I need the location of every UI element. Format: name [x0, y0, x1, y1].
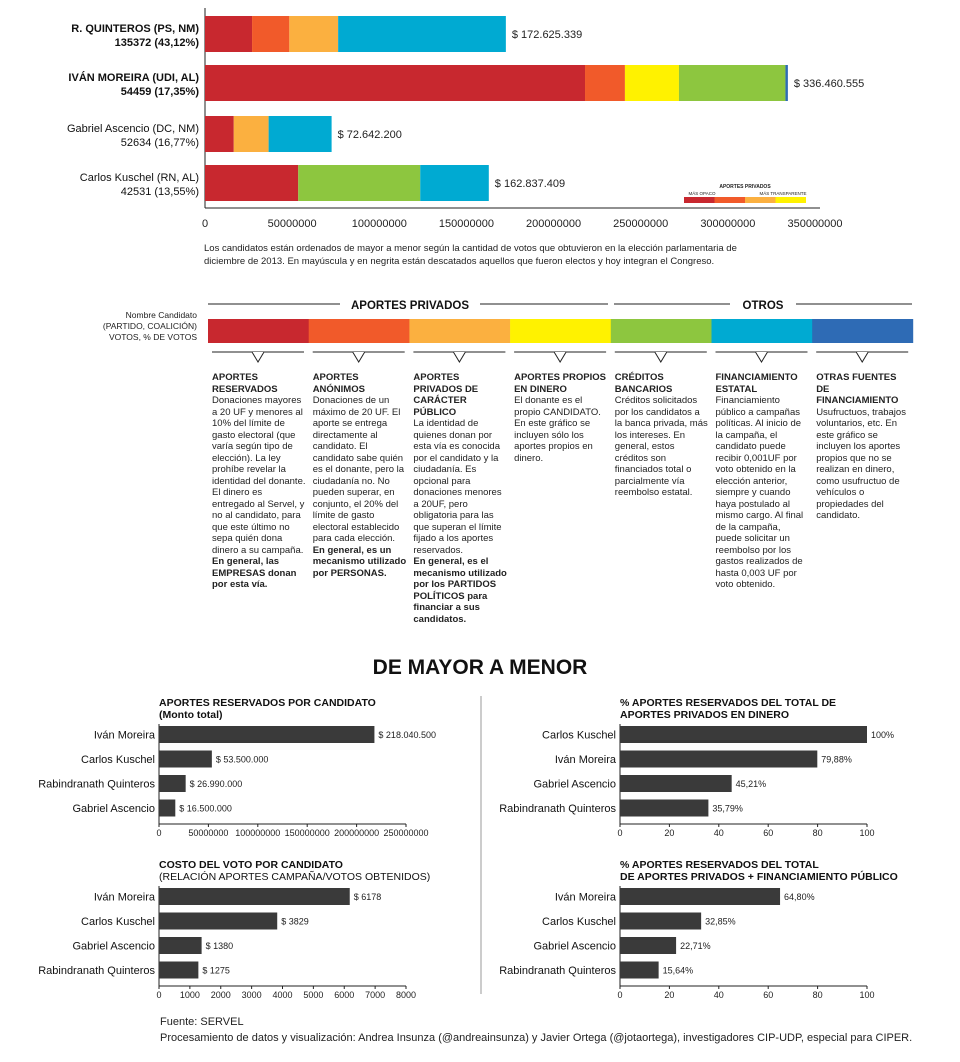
inset-legend-swatch	[684, 197, 715, 203]
segment-reservados	[205, 16, 252, 52]
bar-value-label: $ 1380	[205, 941, 234, 951]
bracket-pointer	[554, 352, 566, 362]
legend-block-caracter_publico	[413, 372, 507, 625]
main-x-tick: 350000000	[787, 218, 843, 230]
bar-value-label: 64,80%	[784, 892, 815, 902]
bracket-pointer	[353, 352, 365, 362]
segment-creditos	[298, 165, 420, 201]
panel-tick-label: 3000	[241, 990, 262, 1000]
bar-category: Iván Moreira	[554, 891, 616, 904]
bar	[620, 962, 659, 979]
bar-value-label: $ 16.500.000	[179, 803, 232, 814]
ranking-charts	[0, 688, 960, 1010]
bar	[620, 726, 867, 743]
candidate-name: Carlos Kuschel (RN, AL)	[79, 172, 199, 184]
segment-reservados	[205, 116, 234, 152]
bar	[159, 937, 202, 954]
panel-tick-label: 80	[812, 828, 823, 838]
inset-legend-left: MÁS OPACO	[688, 191, 716, 196]
panel-tick-label: 0	[156, 990, 162, 1000]
bracket-pointer	[856, 352, 868, 362]
panel-tick-label: 40	[713, 990, 724, 1000]
panel-tick-label: 100	[859, 828, 875, 838]
key-swatch-anonimos	[309, 319, 410, 343]
legend-block-title: CRÉDITOS BANCARIOS	[614, 372, 673, 395]
bar-category: Gabriel Ascencio	[72, 803, 155, 815]
key-label-line: Nombre Candidato	[125, 310, 197, 320]
panel-tick-label: 100000000	[235, 828, 281, 838]
bar	[620, 775, 732, 792]
stacked-funding-chart	[0, 0, 960, 240]
bar-category: Gabriel Ascencio	[72, 940, 155, 953]
bar-category: Rabindranath Quinteros	[499, 803, 616, 815]
key-label-line: VOTOS, % DE VOTOS	[108, 332, 197, 342]
bar	[159, 962, 198, 979]
legend-block-propios	[514, 372, 608, 464]
bar-category: Iván Moreira	[93, 891, 155, 904]
bar	[620, 888, 780, 905]
bar	[159, 913, 277, 930]
panel-title: % APORTES RESERVADOS DEL TOTAL DE	[620, 697, 837, 709]
bar-category: Carlos Kuschel	[542, 916, 616, 928]
bracket-pointer	[252, 352, 264, 362]
segment-anonimos	[252, 16, 289, 52]
inset-legend-swatch	[776, 197, 807, 203]
candidate-votes: 54459 (17,35%)	[120, 86, 199, 98]
segment-anonimos	[585, 65, 625, 101]
bar-value-label: 32,85%	[705, 916, 736, 927]
legend-block-text: Donaciones mayores a 20 UF y menores al 10% del límite de gasto electoral (que varía según tipo de elección). La ley prohíbe revelar la identidad del donante. El dinero es entregado al Servel, y no al candidato, para que este último no sepa quién dona dinero a su campaña.	[212, 395, 306, 556]
bar-category: Gabriel Ascencio	[533, 940, 616, 953]
bar-value-label: 22,71%	[680, 941, 711, 951]
legend-block-text: El donante es el propio CANDIDATO. En este gráfico se incluyen sólo los aportes propios en dinero.	[514, 395, 601, 464]
panel-tick-label: 80	[812, 990, 823, 1000]
main-x-tick: 0	[201, 218, 209, 230]
total-label: $ 72.642.200	[337, 129, 402, 141]
bar	[159, 775, 186, 792]
legend-block-text: Créditos solicitados por los candidatos a la banca privada, más los intereses. En general, estos créditos son financiados total o parcialmente vía reembolso estatal.	[614, 395, 708, 498]
chart-note: Los candidatos están ordenados de mayor a menor según la cantidad de votos que obtuvieron en la elección parlamentaria de diciembre de 2013. En mayúscula y en negrita están descatados aquellos que fueron electos y hoy integran el Congreso.	[204, 243, 737, 267]
legend-block-title: OTRAS FUENTES DE FINANCIAMIENTO	[816, 372, 899, 406]
legend-block-text: Donaciones de un máximo de 20 UF. El aporte se entrega directamente al candidato. El candidato sabe quién es el donante, pero la ciudadanía no. No pueden superar, en conjunto, el 20% del límite de gasto electoral establecido para cada elección.	[312, 395, 405, 544]
panel-tick-label: 8000	[395, 990, 417, 1000]
legend-block-title: FINANCIAMIENTO ESTATAL	[715, 372, 798, 395]
legend-block-text: Financiamiento público a campañas políticas. Al inicio de la campaña, el candidato puede recibir 0,001UF por voto obtenido en la elección anterior, siempre y cuando haya postulado al mismo cargo. Al final de la campaña, puede solicitar un reembolso por los gastos realizados de hasta 0,003 UF por voto obtenido.	[715, 395, 804, 590]
panel-tick-label: 6000	[334, 990, 355, 1000]
total-label: $ 172.625.339	[511, 29, 583, 41]
main-x-tick: 250000000	[613, 218, 669, 230]
legend-block-emphasis: En general, las EMPRESAS donan por esta vía.	[212, 556, 297, 590]
key-swatch-otras	[812, 319, 913, 343]
panel-subtitle: (Monto total)	[159, 709, 223, 721]
segment-caracter_publico	[289, 16, 338, 52]
panel-title: % APORTES RESERVADOS DEL TOTAL	[620, 859, 819, 871]
bar-value-label: 79,88%	[821, 754, 852, 765]
bar-category: Rabindranath Quinteros	[499, 965, 616, 977]
bar	[620, 800, 708, 817]
panel-tick-label: 60	[763, 990, 774, 1000]
legend-block-emphasis: En general, es el mecanismo utilizado por los PARTIDOS POLÍTICOS para financiar a sus candidatos.	[413, 556, 507, 625]
key-swatch-financiamiento_estatal	[712, 319, 813, 343]
panel-tick-label: 200000000	[334, 828, 380, 838]
legend-block-financiamiento_estatal	[716, 372, 810, 591]
bar	[159, 726, 374, 743]
legend-block-title: APORTES RESERVADOS	[212, 372, 278, 395]
footer-source: Fuente: SERVEL	[160, 1016, 244, 1028]
segment-propios	[625, 65, 679, 101]
total-label: $ 162.837.409	[494, 178, 566, 190]
panel-subtitle: APORTES PRIVADOS EN DINERO	[620, 709, 789, 721]
bar-category: Carlos Kuschel	[81, 754, 155, 766]
bar-category: Gabriel Ascencio	[533, 778, 616, 791]
inset-legend-swatch	[745, 197, 776, 203]
main-x-tick: 300000000	[700, 218, 756, 230]
bar-category: Rabindranath Quinteros	[38, 965, 155, 977]
bar-value-label: $ 6178	[353, 892, 382, 902]
bar-value-label: $ 3829	[281, 916, 309, 927]
panel-tick-label: 50000000	[188, 828, 229, 838]
segment-financiamiento_estatal	[420, 165, 489, 201]
segment-reservados	[205, 165, 298, 201]
panel-tick-label: 40	[713, 828, 724, 838]
panel-tick-label: 0	[617, 828, 623, 838]
group-private-label: APORTES PRIVADOS	[351, 300, 469, 312]
panel-tick-label: 60	[763, 828, 774, 838]
candidate-votes: 42531 (13,55%)	[120, 186, 199, 198]
legend-block-creditos	[615, 372, 709, 499]
panel-tick-label: 20	[664, 990, 675, 1000]
bar-value-label: 35,79%	[712, 803, 743, 814]
key-swatch-caracter_publico	[409, 319, 510, 343]
panel-tick-label: 1000	[179, 990, 200, 1000]
main-x-tick: 200000000	[526, 218, 582, 230]
panel-tick-label: 4000	[272, 990, 293, 1000]
inset-legend-swatch	[715, 197, 746, 203]
bar	[620, 913, 701, 930]
segment-financiamiento_estatal	[338, 16, 506, 52]
bar-category: Carlos Kuschel	[542, 729, 616, 742]
candidate-votes: 135372 (43,12%)	[114, 37, 199, 49]
segment-reservados	[205, 65, 585, 101]
footer	[160, 1014, 912, 1046]
footer-credits: Procesamiento de datos y visualización: Andrea Insunza (@andreainsunza) y Javier Ortega (@jotaortega), investigadores CIP-UDP, especial para CIPER.	[160, 1032, 913, 1044]
candidate-name: Gabriel Ascencio (DC, NM)	[66, 123, 199, 135]
main-x-tick: 100000000	[351, 218, 407, 230]
legend-block-anonimos	[313, 372, 407, 579]
inset-legend-right: MÁS TRANSPARENTE	[759, 191, 807, 196]
key-swatch-reservados	[208, 319, 309, 343]
panel-title: APORTES RESERVADOS POR CANDIDATO	[159, 697, 376, 709]
legend-block-title: APORTES PRIVADOS DE CARÁCTER PÚBLICO	[413, 372, 479, 418]
main-x-tick: 150000000	[438, 218, 494, 230]
legend-block-reservados	[212, 372, 306, 591]
segment-financiamiento_estatal	[269, 116, 332, 152]
legend-block-otras	[816, 372, 910, 522]
inset-legend-title: APORTES PRIVADOS	[719, 184, 771, 190]
key-swatch-creditos	[611, 319, 712, 343]
bar-value-label: 15,64%	[662, 965, 694, 976]
bracket-pointer	[655, 352, 667, 362]
key-label-line: (PARTIDO, COALICIÓN)	[102, 321, 197, 331]
legend-key	[0, 292, 960, 372]
bar-category: Iván Moreira	[554, 754, 616, 766]
panel-tick-label: 250000000	[383, 828, 429, 838]
bar	[159, 800, 175, 817]
section-title: DE MAYOR A MENOR	[372, 656, 588, 679]
bar-value-label: $ 1275	[202, 965, 230, 976]
panel-tick-label: 7000	[365, 990, 386, 1000]
candidate-name: IVÁN MOREIRA (UDI, AL)	[68, 72, 199, 84]
candidate-name: R. QUINTEROS (PS, NM)	[71, 23, 199, 35]
panel-tick-label: 100	[859, 990, 875, 1000]
bracket-pointer	[453, 352, 465, 362]
panel-subtitle: DE APORTES PRIVADOS + FINANCIAMIENTO PÚBLICO	[620, 871, 898, 883]
segment-otras	[785, 65, 787, 101]
candidate-votes: 52634 (16,77%)	[120, 137, 199, 149]
bracket-pointer	[756, 352, 768, 362]
legend-block-text: La identidad de quienes donan por esta vía es conocida por el candidato y la ciudadanía. Es opcional para donaciones menores a 20UF, pero obligatoria para las que superan el límite fijado a los aportes reservados.	[413, 418, 502, 556]
bar-value-label: $ 53.500.000	[215, 754, 269, 765]
bar-category: Rabindranath Quinteros	[38, 778, 155, 791]
legend-block-title: APORTES PROPIOS EN DINERO	[514, 372, 606, 395]
segment-creditos	[679, 65, 785, 101]
bar	[620, 751, 817, 768]
panel-subtitle: (RELACIÓN APORTES CAMPAÑA/VOTOS OBTENIDOS)	[159, 871, 431, 883]
bar-value-label: 45,21%	[735, 779, 767, 789]
bar	[159, 888, 350, 905]
segment-caracter_publico	[234, 116, 269, 152]
key-swatch-propios	[510, 319, 611, 343]
main-x-tick: 50000000	[267, 218, 317, 230]
bar-category: Carlos Kuschel	[81, 916, 155, 928]
legend-block-text: Usufructuos, trabajos voluntarios, etc. En este gráfico se incluyen los aportes propios que no se realizan en dinero, como usufructuo de vehículos o propiedades del candidato.	[816, 406, 906, 521]
bar-value-label: $ 26.990.000	[189, 779, 243, 789]
bar-value-label: 100%	[871, 730, 895, 740]
panel-tick-label: 20	[664, 828, 675, 838]
bar-category: Iván Moreira	[93, 729, 155, 742]
panel-tick-label: 150000000	[284, 828, 330, 838]
bar-value-label: $ 218.040.500	[378, 730, 436, 740]
bar	[620, 937, 676, 954]
bar	[159, 751, 212, 768]
total-label: $ 336.460.555	[793, 78, 865, 90]
panel-tick-label: 2000	[210, 990, 231, 1000]
legend-block-emphasis: En general, es un mecanismo utilizado por PERSONAS.	[312, 544, 407, 579]
panel-tick-label: 5000	[303, 990, 324, 1000]
panel-title: COSTO DEL VOTO POR CANDIDATO	[159, 859, 343, 871]
group-others-label: OTROS	[742, 300, 784, 312]
panel-tick-label: 0	[617, 990, 623, 1000]
panel-tick-label: 0	[156, 828, 162, 838]
legend-block-title: APORTES ANÓNIMOS	[312, 372, 365, 395]
